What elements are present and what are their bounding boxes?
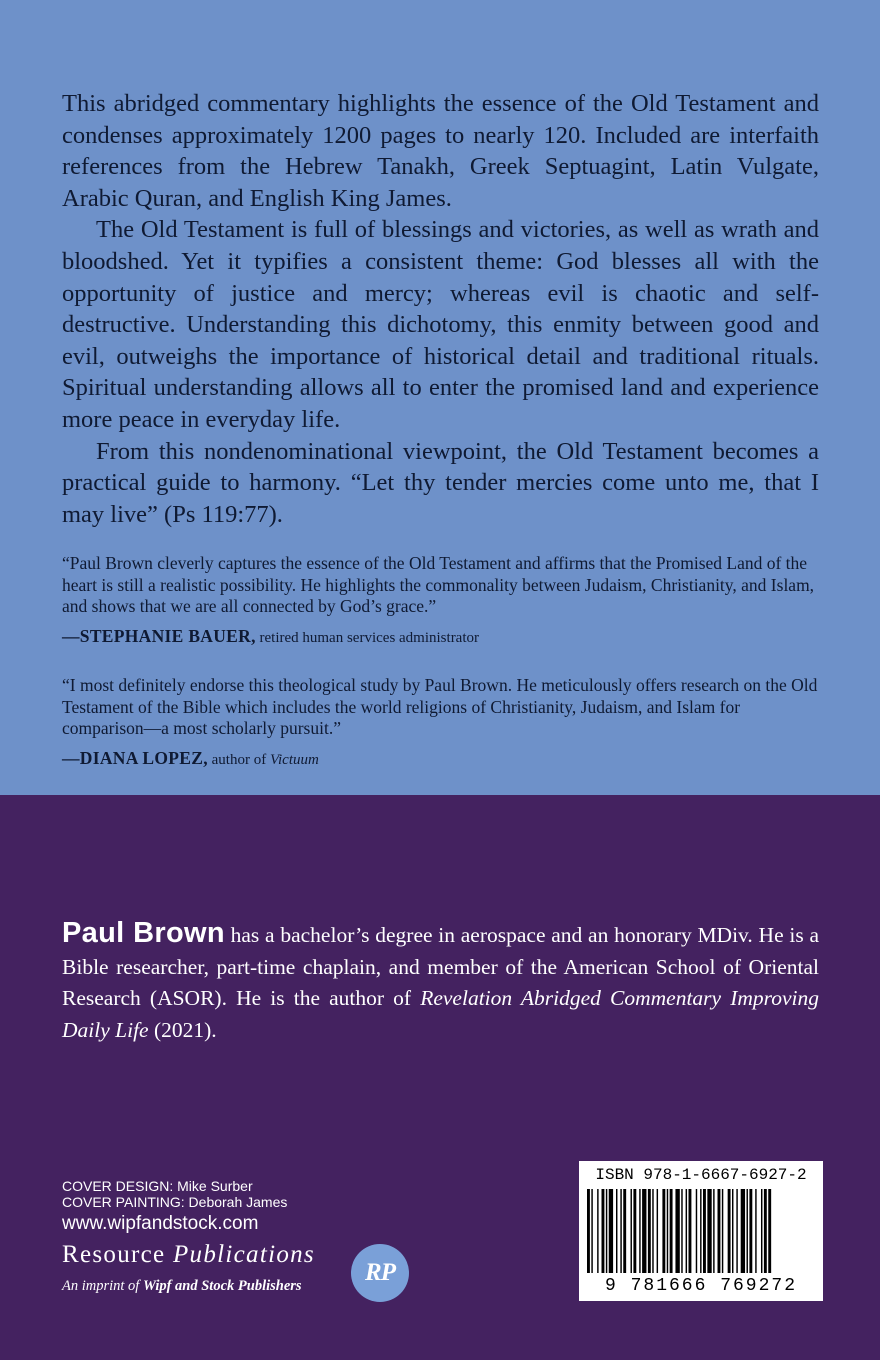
publisher-logo: RP (351, 1244, 409, 1302)
endorsement-1 (62, 553, 819, 649)
endorsement-2 (62, 675, 819, 771)
publisher-name (62, 1241, 315, 1269)
author-name: Paul Brown (62, 917, 225, 949)
barcode-bar (675, 1189, 679, 1273)
barcode-bar (609, 1189, 613, 1273)
barcode-bar (700, 1189, 701, 1273)
bio-book-title: Revelation Abridged Commentary Improving Daily Life (62, 986, 819, 1042)
endorser-work: Victuum (269, 751, 319, 768)
barcode-bar (662, 1189, 665, 1273)
barcode-bars (587, 1189, 815, 1273)
cover-design-name: Mike Surber (177, 1178, 253, 1194)
barcode-bar (707, 1189, 711, 1273)
endorser-role: author of (211, 751, 267, 768)
cover-design-credit (62, 1178, 287, 1194)
barcode-bar (620, 1189, 621, 1273)
barcode-bar (587, 1189, 590, 1273)
barcode-bar (722, 1189, 723, 1273)
barcode-bar (616, 1189, 617, 1273)
imprint-prefix: An imprint of (62, 1278, 140, 1294)
bio-text-end: (2021). (153, 1017, 217, 1042)
book-description (62, 88, 819, 530)
publisher-imprint (62, 1278, 302, 1295)
barcode-bar (747, 1189, 748, 1273)
barcode-bar (631, 1189, 632, 1273)
publisher-name-plain: Resource (62, 1241, 166, 1268)
barcode-bar (670, 1189, 673, 1273)
barcode-bar (703, 1189, 706, 1273)
barcode-bar (728, 1189, 731, 1273)
cover-painting-name: Deborah James (188, 1194, 288, 1210)
barcode-bar (623, 1189, 626, 1273)
barcode-bar (633, 1189, 636, 1273)
barcode-bar (606, 1189, 607, 1273)
barcode-bar (642, 1189, 646, 1273)
barcode-bar (732, 1189, 733, 1273)
endorsement-attribution (62, 626, 819, 650)
barcode-bar (696, 1189, 697, 1273)
cover-painting-credit (62, 1194, 287, 1210)
barcode-bar (713, 1189, 714, 1273)
isbn-label: ISBN 978-1-6667-6927-2 (595, 1166, 807, 1184)
bio-text: has a bachelor’s degree in aerospace and an honorary MDiv. He is a Bible researcher, part-time chaplain, and member of the American School of Oriental Research (ASOR). He is the author of (62, 923, 819, 1010)
barcode-bar (667, 1189, 668, 1273)
barcode-bar (755, 1189, 756, 1273)
barcode-bar (689, 1189, 692, 1273)
barcode-bar (736, 1189, 737, 1273)
barcode-bar (681, 1189, 682, 1273)
barcode-bar (761, 1189, 762, 1273)
publisher-website[interactable]: www.wipfandstock.com (62, 1213, 259, 1234)
endorsement-attribution (62, 748, 819, 772)
endorsement-quote: “I most definitely endorse this theological study by Paul Brown. He meticulously offers research on the Old Testament of the Bible which includes the world religions of Christianity, Judaism, and Islam for comparison—a most scholarly pursuit.” (62, 675, 818, 738)
isbn-barcode (579, 1161, 823, 1301)
description-paragraph: This abridged commentary highlights the essence of the Old Testament and condenses approximately 1200 pages to nearly 120. Included are interfaith references from the Hebrew Tanakh, Greek Septuagint, Latin Vulgate, Arabic Quran, and English King James. (62, 90, 819, 212)
cover-painting-label: COVER PAINTING: (62, 1194, 185, 1210)
endorser-name: —DIANA LOPEZ, (62, 747, 208, 768)
barcode-bar (741, 1189, 745, 1273)
barcode-digits: 9 781666 769272 (604, 1276, 798, 1296)
barcode-bar (686, 1189, 687, 1273)
barcode-bar (764, 1189, 767, 1273)
cover-credits (62, 1178, 287, 1210)
barcode-bar (591, 1189, 592, 1273)
barcode-bar (718, 1189, 721, 1273)
barcode-bar (639, 1189, 640, 1273)
endorsement-quote: “Paul Brown cleverly captures the essence of the Old Testament and affirms that the Promised Land of the heart is still a realistic possibility. He highlights the commonality between Judaism, Christianity, and Islam, and shows that we are all connected by God’s grace.” (62, 553, 815, 616)
author-bio (62, 918, 819, 1046)
barcode-bar (597, 1189, 598, 1273)
barcode-bar (749, 1189, 752, 1273)
barcode-bar (648, 1189, 651, 1273)
description-paragraph: From this nondenominational viewpoint, the Old Testament becomes a practical guide to harmony. “Let thy tender mercies come unto me, that I may live” (Ps 119:77). (62, 437, 819, 528)
barcode-bar (657, 1189, 658, 1273)
cover-design-label: COVER DESIGN: (62, 1178, 174, 1194)
publisher-name-italic: Publications (172, 1241, 315, 1268)
description-paragraph: The Old Testament is full of blessings and victories, as well as wrath and bloodshed. Yet it typifies a consistent theme: God blesses all with the opportunity of justice and mercy; whereas evil is chaotic and self-destructive. Understanding this dichotomy, this enmity between good and evil, outweighs the importance of historical detail and traditional rituals. Spiritual understanding allows all to enter the promised land and experience more peace in everyday life. (62, 216, 819, 433)
endorser-role: retired human services administrator (259, 629, 480, 646)
imprint-name: Wipf and Stock Publishers (142, 1278, 302, 1294)
endorser-name: —STEPHANIE BAUER, (62, 625, 256, 646)
barcode-bar (602, 1189, 605, 1273)
barcode-bar (652, 1189, 653, 1273)
barcode-bar (768, 1189, 771, 1273)
